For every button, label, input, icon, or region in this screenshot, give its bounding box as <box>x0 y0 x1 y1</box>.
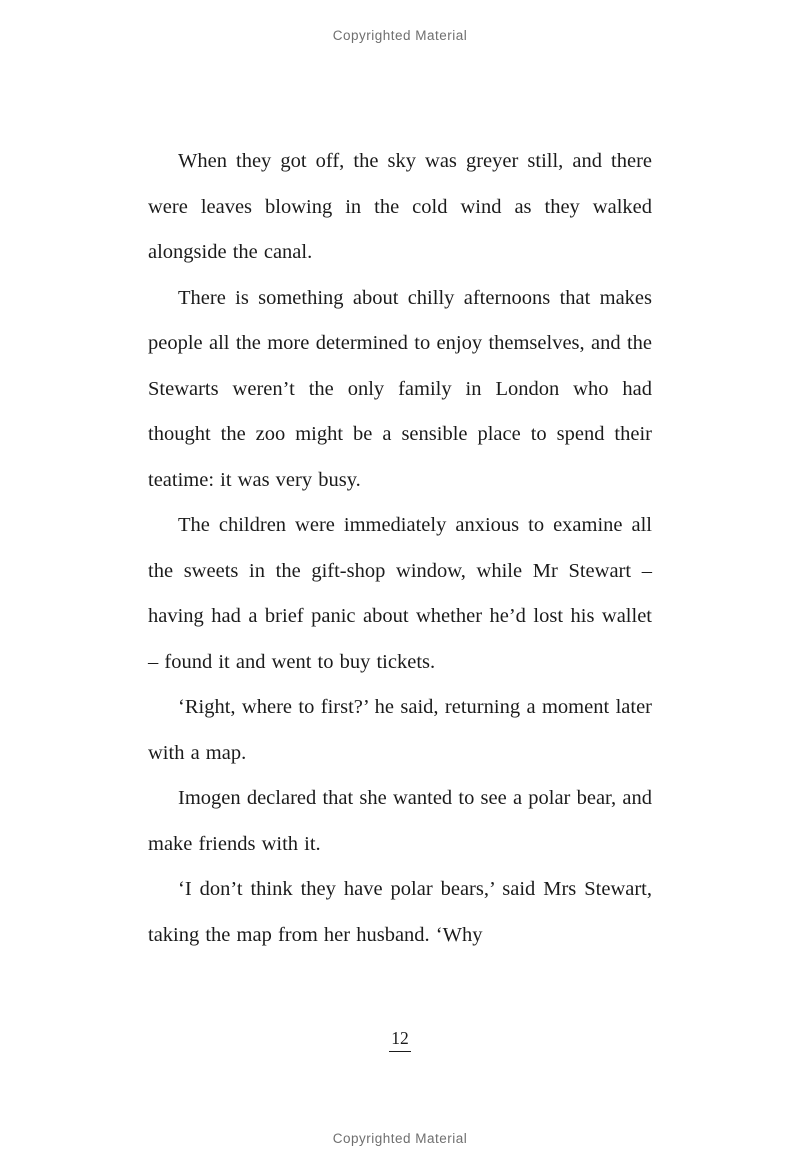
copyright-notice-bottom: Copyrighted Material <box>332 1131 468 1146</box>
book-page-text <box>148 139 652 958</box>
copyright-notice-top: Copyrighted Material <box>332 28 468 43</box>
page-number <box>0 1028 800 1052</box>
paragraph: There is something about chilly afternoons that makes people all the more determined to enjoy themselves, and the Stewarts weren’t the only family in London who had thought the zoo might be a sensible place to spend their teatime: it was very busy. <box>148 286 652 491</box>
paragraph: Imogen declared that she wanted to see a polar bear, and make friends with it. <box>148 787 652 855</box>
paragraph: When they got off, the sky was greyer still, and there were leaves blowing in the cold wind as they walked alongside the canal. <box>148 150 652 263</box>
paragraph: ‘Right, where to first?’ he said, returning a moment later with a map. <box>148 696 652 764</box>
paragraph: ‘I don’t think they have polar bears,’ said Mrs Stewart, taking the map from her husband. ‘Why <box>148 878 652 946</box>
paragraph: The children were immediately anxious to examine all the sweets in the gift-shop window, while Mr Stewart – having had a brief panic about whether he’d lost his wallet – found it and went to buy tickets. <box>148 514 652 673</box>
page-number-value: 12 <box>389 1028 411 1052</box>
